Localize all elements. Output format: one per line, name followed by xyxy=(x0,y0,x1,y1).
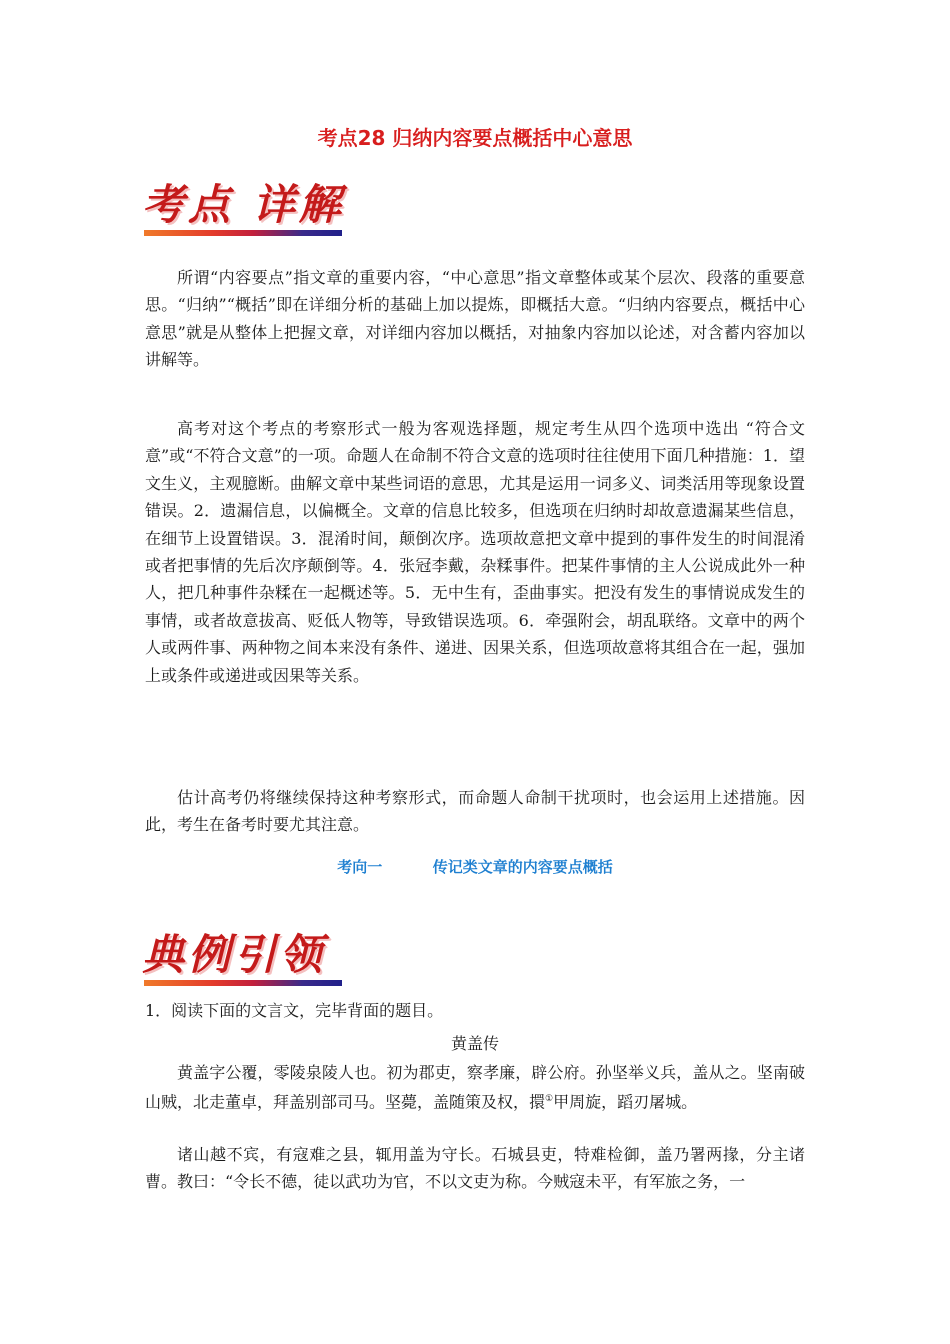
section-heading xyxy=(0,856,950,877)
banner-kaodian-xiangjie xyxy=(142,172,345,244)
banner-underline xyxy=(144,230,342,236)
footnote-marker: ① xyxy=(545,1094,554,1105)
passage-text: 黄盖字公覆，零陵泉陵人也。初为郡吏，察孝廉，辟公府。孙坚举义兵，盖从之。坚南破山贼，北走董卓，拜盖别部司马。坚薨，盖随策及权，擐 xyxy=(145,1063,805,1112)
passage-title: 黄盖传 xyxy=(450,1034,499,1053)
passage-paragraph-1 xyxy=(145,1059,805,1116)
banner-text: 考点 详解 xyxy=(142,180,345,229)
passage-paragraph-2: 诸山越不宾，有寇难之县，辄用盖为守长。石城县吏，特难检御，盖乃署两掾，分主诸曹。教曰：“令长不德，徒以武功为官，不以文吏为称。今贼寇未平，有军旅之务，一 xyxy=(145,1145,805,1192)
intro-paragraph-2: 高考对这个考点的考察形式一般为客观选择题，规定考生从四个选项中选出 “符合文意”或“不符合文意”的一项。命题人在命制不符合文意的选项时往往使用下面几种措施：1．望文生义，主观臆断。曲解文章中某些词语的意思，尤其是运用一词多义、词类活用等现象设置错误。2．遗漏信息，以偏概全。文章的信息比较多，但选项在归纳时却故意遗漏某些信息，在细节上设置错误。3．混淆时间，颠倒次序。选项故意把文章中提到的事件发生的时间混淆或者把事情的先后次序颠倒等。4．张冠李戴，杂糅事件。把某件事情的主人公说成此外一种人，把几种事件杂糅在一起概述等。5．无中生有，歪曲事实。把没有发生的事情说成发生的事情，或者故意拔高、贬低人物等，导致错误选项。6．牵强附会，胡乱联络。文章中的两个人或两件事、两种物之间本来没有条件、递进、因果关系，但选项故意将其组合在一起，强加上或条件或递进或因果等关系。 xyxy=(145,419,805,685)
banner-dianli-yinling xyxy=(142,922,342,994)
intro-paragraph-3: 估计高考仍将继续保持这种考察形式，而命题人命制干扰项时，也会运用上述措施。因此，考生在备考时要尤其注意。 xyxy=(145,788,805,835)
banner-underline xyxy=(144,980,342,986)
question-prompt: 1．阅读下面的文言文，完毕背面的题目。 xyxy=(145,1001,444,1020)
page-title: 考点28 归纳内容要点概括中心意思 xyxy=(317,126,633,150)
section-text: 传记类文章的内容要点概括 xyxy=(432,858,613,876)
banner-text: 典例引领 xyxy=(142,930,327,979)
passage-text: 甲周旋，蹈刃屠城。 xyxy=(553,1092,698,1112)
intro-paragraph-1: 所谓“内容要点”指文章的重要内容，“中心意思”指文章整体或某个层次、段落的重要意思。“归纳”“概括”即在详细分析的基础上加以提炼，即概括大意。“归纳内容要点，概括中心意思”就是从整体上把握文章，对详细内容加以概括，对抽象内容加以论述，对含蓄内容加以讲解等。 xyxy=(145,268,805,370)
section-label: 考向一 xyxy=(337,858,383,876)
